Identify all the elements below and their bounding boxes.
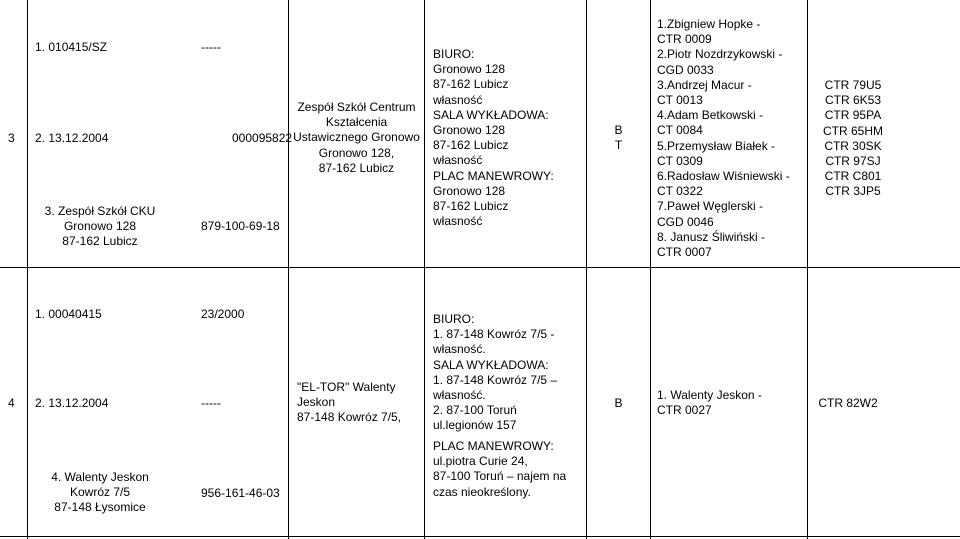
school-name-address: Zespół Szkół Centrum Kształcenia Ustawicznego Gronowo Gronowo 128, 87-162 Lubicz [293,100,420,175]
regon-code: ----- [201,396,221,410]
register-code: 23/2000 [201,307,245,321]
practice-field-location: PLAC MANEWROWY: ul.piotra Curie 24, 87-100 Toruń – najem na czas nieokreślony. [433,439,567,499]
school-name-address: "EL-TOR" Walenty Jeskon 87-148 Kowróz 7/5, [297,380,402,425]
owner-entity: 3. Zespół Szkół CKU Gronowo 128 87-162 Lubicz [44,204,156,249]
row-divider [0,536,960,537]
column-divider [650,0,651,539]
entry-date: 2. 13.12.2004 [35,131,109,145]
nip-number: 879-100-69-18 [201,219,280,233]
column-divider [586,0,587,539]
license-categories: B T [614,123,623,153]
instructors-list: 1.Zbigniew Hopke - CTR 0009 2.Piotr Nozdrzykowski - CGD 0033 3.Andrzej Macur - CT 0013 4.Adam Betkowski - CT 0084 5.Przemysław Białek - CT 0309 6.Radosław Wiśniewski - CT 0322 7.Paweł Węglerski - CGD 0046 8. Janusz Śliwiński - CTR 0007 [657,17,790,260]
register-number: 1. 010415/SZ [35,40,108,54]
license-categories: B [614,396,623,410]
row-divider [0,267,960,268]
school-locations: BIURO: Gronowo 128 87-162 Lubicz własność SALA WYKŁADOWA: Gronowo 128 87-162 Lubicz własność PLAC MANEWROWY: Gronowo 128 87-162 Lubicz własność [433,47,554,229]
row-number: 3 [8,131,15,145]
vehicle-registrations: CTR 79U5 CTR 6K53 CTR 95PA CTR 65HM CTR 30SK CTR 97SJ CTR C801 CTR 3JP5 [822,78,883,199]
entry-date: 2. 13.12.2004 [35,396,109,410]
nip-number: 956-161-46-03 [201,486,280,500]
school-locations: BIURO: 1. 87-148 Kowróz 7/5 - własność. SALA WYKŁADOWA: 1. 87-148 Kowróz 7/5 – własność. 2. 87-100 Toruń ul.legionów 157 [433,312,558,433]
column-divider [27,0,28,539]
vehicle-registrations: CTR 82W2 [818,396,878,410]
regon-code: 000095822 [232,131,293,145]
column-divider [288,0,289,539]
column-divider [424,0,425,539]
register-dash: ----- [201,40,221,54]
owner-entity: 4. Walenty Jeskon Kowróz 7/5 87-148 Łysomice [51,470,149,515]
instructors-list: 1. Walenty Jeskon - CTR 0027 [657,388,762,418]
row-number: 4 [8,396,15,410]
register-number: 1. 00040415 [35,307,102,321]
